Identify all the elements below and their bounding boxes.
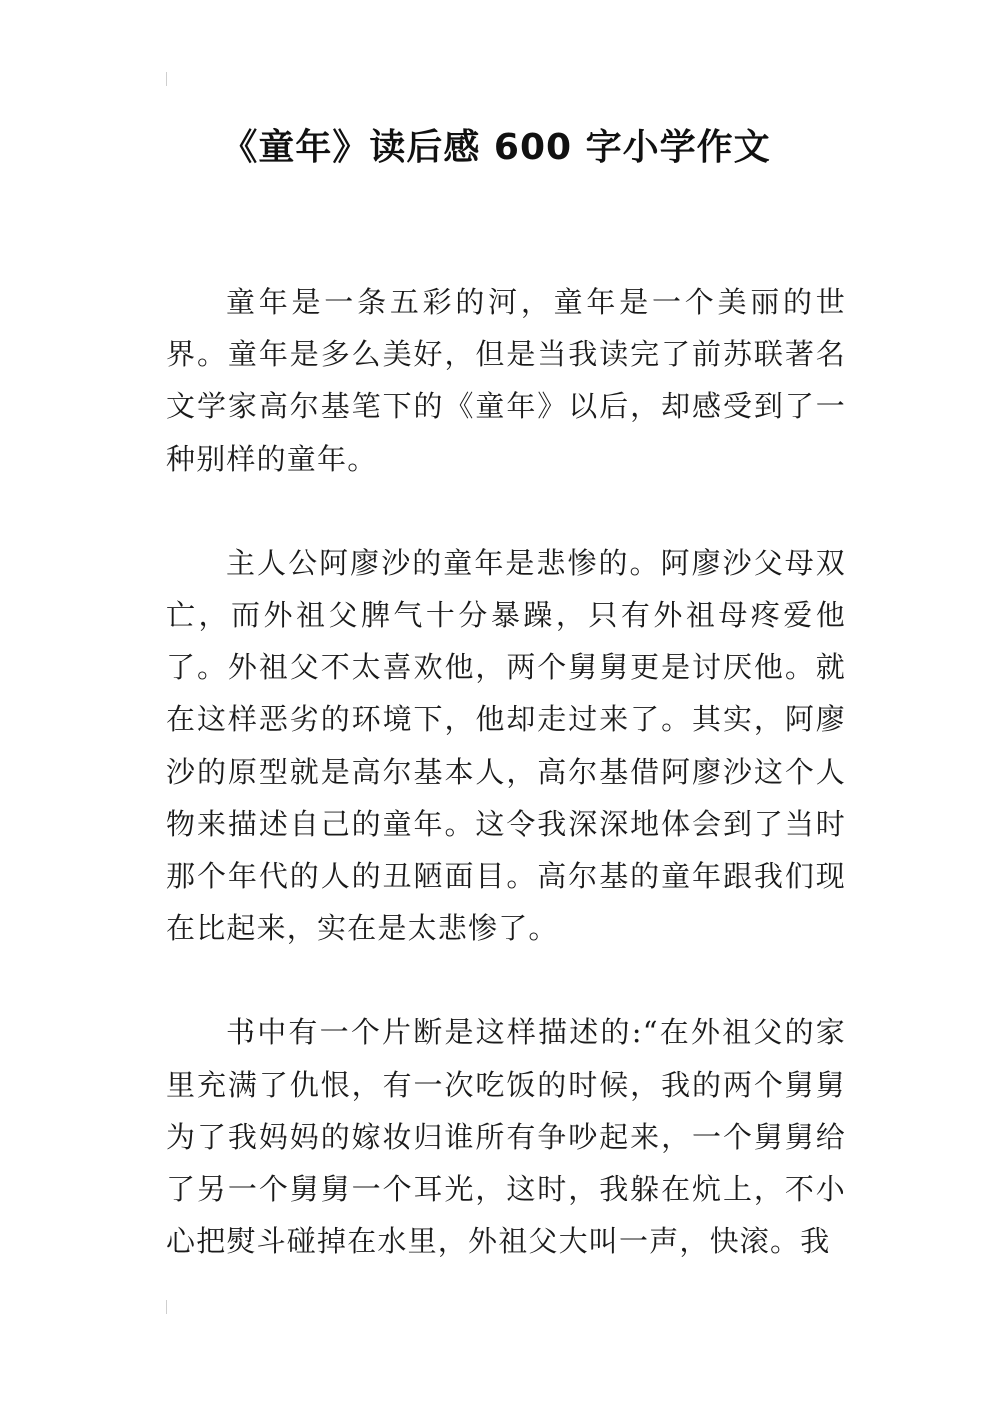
paragraph-2: 主人公阿廖沙的童年是悲惨的。阿廖沙父母双亡，而外祖父脾气十分暴躁，只有外祖母疼爱他了。外祖父不太喜欢他，两个舅舅更是讨厌他。就在这样恶劣的环境下，他却走过来了。其实，阿廖沙的原型就是高尔基本人，高尔基借阿廖沙这个人物来描述自己的童年。这令我深深地体会到了当时那个年代的人的丑陋面目。高尔基的童年跟我们现在比起来，实在是太悲惨了。 [166, 545, 846, 946]
paragraph-1: 童年是一条五彩的河，童年是一个美丽的世界。童年是多么美好，但是当我读完了前苏联著名文学家高尔基笔下的《童年》以后，却感受到了一种别样的童年。 [166, 285, 846, 476]
paragraph-3: 书中有一个片断是这样描述的:“在外祖父的家里充满了仇恨，有一次吃饭的时候，我的两个舅舅为了我妈妈的嫁妆归谁所有争吵起来，一个舅舅给了另一个舅舅一个耳光，这时，我躲在炕上，不小心把熨斗碰掉在水里，外祖父大叫一声，快滚。我 [166, 1015, 846, 1259]
document-body [166, 276, 846, 1319]
crop-mark-top [166, 72, 167, 86]
document-title: 《童年》读后感 600 字小学作文 [221, 127, 771, 168]
